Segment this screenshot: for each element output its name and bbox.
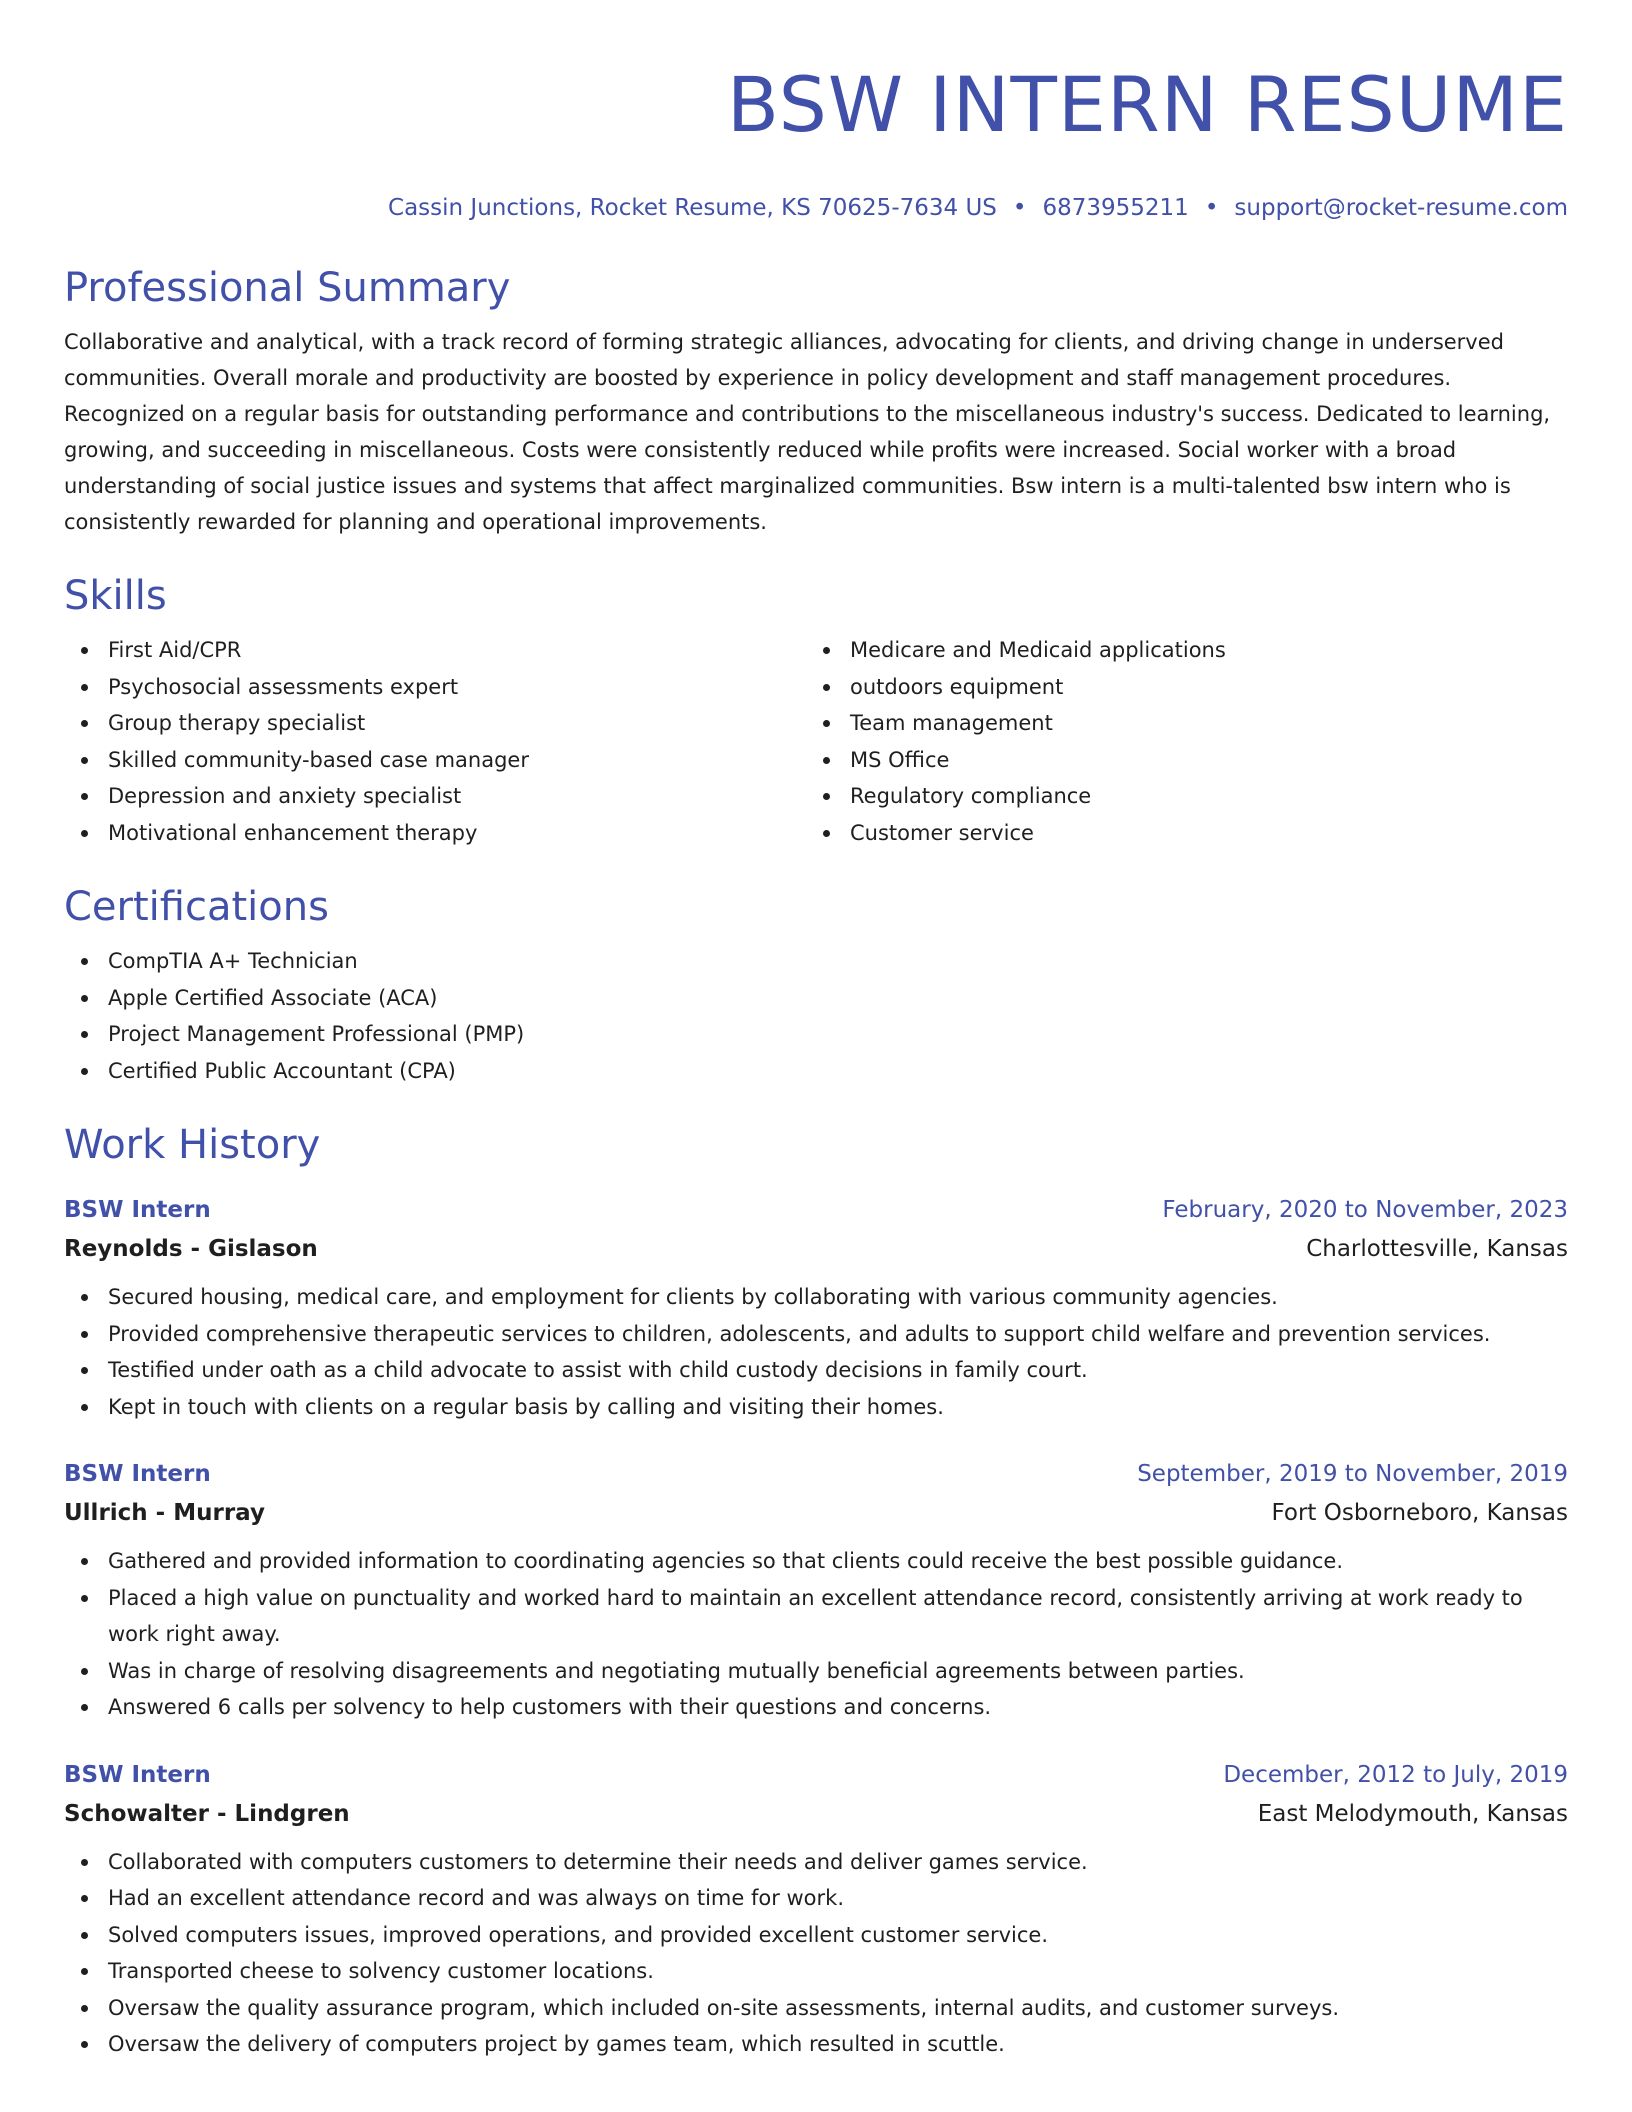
job-company: Schowalter - Lindgren xyxy=(64,1800,350,1827)
skill-item: Group therapy specialist xyxy=(64,705,806,742)
summary-text: Collaborative and analytical, with a track record of forming strategic alliances, advocating for clients, and driving change in underserved communities. Overall morale and productivity are boosted by experience in policy development and staff management procedures. Recognized on a regular basis for outstanding performance and contributions to the miscellaneous industry's success. Dedicated to learning, growing, and succeeding in miscellaneous. Costs were consistently reduced while profits were increased. Social worker with a broad understanding of social justice issues and systems that affect marginalized communities. Bsw intern is a multi-talented bsw intern who is consistently rewarded for planning and operational improvements. xyxy=(64,330,1551,534)
job-duty: Transported cheese to solvency customer locations. xyxy=(64,1953,1568,1990)
certification-item: Apple Certified Associate (ACA) xyxy=(64,980,1568,1017)
job-duty: Kept in touch with clients on a regular basis by calling and visiting their homes. xyxy=(64,1389,1568,1426)
job-duty: Gathered and provided information to coordinating agencies so that clients could receive the best possible guidance. xyxy=(64,1543,1568,1580)
skill-item: outdoors equipment xyxy=(806,669,1548,706)
job-entry xyxy=(64,1191,1568,1425)
job-duty: Solved computers issues, improved operations, and provided excellent customer service. xyxy=(64,1917,1568,1954)
job-duty: Oversaw the delivery of computers project by games team, which resulted in scuttle. xyxy=(64,2026,1568,2063)
skill-item: Team management xyxy=(806,705,1548,742)
job-subheader xyxy=(64,1795,1568,1834)
job-duties xyxy=(64,1543,1568,1726)
job-duties xyxy=(64,1844,1568,2063)
job-role: BSW Intern xyxy=(64,1461,211,1487)
job-entry xyxy=(64,1756,1568,2063)
job-duty: Provided comprehensive therapeutic services to children, adolescents, and adults to support child welfare and prevention services. xyxy=(64,1316,1568,1353)
job-duty: Collaborated with computers customers to determine their needs and deliver games service. xyxy=(64,1844,1568,1881)
skill-item: Depression and anxiety specialist xyxy=(64,778,806,815)
job-duty: Testified under oath as a child advocate to assist with child custody decisions in family court. xyxy=(64,1352,1568,1389)
skill-item: Psychosocial assessments expert xyxy=(64,669,806,706)
summary-heading: Professional Summary xyxy=(64,265,511,311)
certifications-list xyxy=(64,943,1568,1089)
job-subheader xyxy=(64,1494,1568,1533)
job-dates: February, 2020 to November, 2023 xyxy=(1162,1197,1568,1223)
job-subheader xyxy=(64,1230,1568,1269)
job-company: Reynolds - Gislason xyxy=(64,1236,318,1262)
job-duty: Secured housing, medical care, and employment for clients by collaborating with various community agencies. xyxy=(64,1279,1568,1316)
skill-item: Skilled community-based case manager xyxy=(64,742,806,779)
job-duty: Placed a high value on punctuality and worked hard to maintain an excellent attendance record, consistently arriving at work ready to work right away. xyxy=(64,1580,1568,1653)
job-location: Charlottesville, Kansas xyxy=(1306,1236,1568,1262)
contact-separator: • xyxy=(1012,195,1027,221)
job-header xyxy=(64,1455,1568,1494)
job-role: BSW Intern xyxy=(64,1197,211,1223)
contact-phone: 6873955211 xyxy=(1042,195,1189,221)
job-role: BSW Intern xyxy=(64,1761,211,1788)
skills-heading: Skills xyxy=(64,573,167,619)
skill-item: First Aid/CPR xyxy=(64,632,806,669)
skills-list-right xyxy=(806,632,1548,851)
certification-item: CompTIA A+ Technician xyxy=(64,943,1568,980)
skills-list-left xyxy=(64,632,806,851)
contact-address: Cassin Junctions, Rocket Resume, KS 70625-7634 US xyxy=(388,195,997,221)
skill-item: Motivational enhancement therapy xyxy=(64,815,806,852)
job-header xyxy=(64,1191,1568,1230)
job-dates: September, 2019 to November, 2019 xyxy=(1137,1461,1568,1487)
job-entry xyxy=(64,1455,1568,1726)
work-history-heading: Work History xyxy=(64,1122,321,1168)
job-location: Fort Osborneboro, Kansas xyxy=(1271,1500,1568,1526)
job-location: East Melodymouth, Kansas xyxy=(1257,1800,1568,1827)
skill-item: Customer service xyxy=(806,815,1548,852)
contact-separator: • xyxy=(1204,195,1219,221)
contact-line xyxy=(64,192,1568,224)
certification-item: Project Management Professional (PMP) xyxy=(64,1016,1568,1053)
certification-item: Certified Public Accountant (CPA) xyxy=(64,1053,1568,1090)
job-header xyxy=(64,1756,1568,1795)
job-duty: Answered 6 calls per solvency to help customers with their questions and concerns. xyxy=(64,1689,1568,1726)
contact-email: support@rocket-resume.com xyxy=(1234,195,1568,221)
resume-title: BSW INTERN RESUME xyxy=(726,60,1568,149)
job-duty: Had an excellent attendance record and was always on time for work. xyxy=(64,1880,1568,1917)
skills-columns xyxy=(64,632,1568,851)
job-duties xyxy=(64,1279,1568,1425)
skill-item: Regulatory compliance xyxy=(806,778,1548,815)
skill-item: Medicare and Medicaid applications xyxy=(806,632,1548,669)
job-duty: Was in charge of resolving disagreements and negotiating mutually beneficial agreements between parties. xyxy=(64,1653,1568,1690)
skill-item: MS Office xyxy=(806,742,1548,779)
certifications-heading: Certifications xyxy=(64,884,329,930)
job-company: Ullrich - Murray xyxy=(64,1500,265,1526)
job-dates: December, 2012 to July, 2019 xyxy=(1223,1761,1568,1788)
job-duty: Oversaw the quality assurance program, which included on-site assessments, internal audits, and customer surveys. xyxy=(64,1990,1568,2027)
